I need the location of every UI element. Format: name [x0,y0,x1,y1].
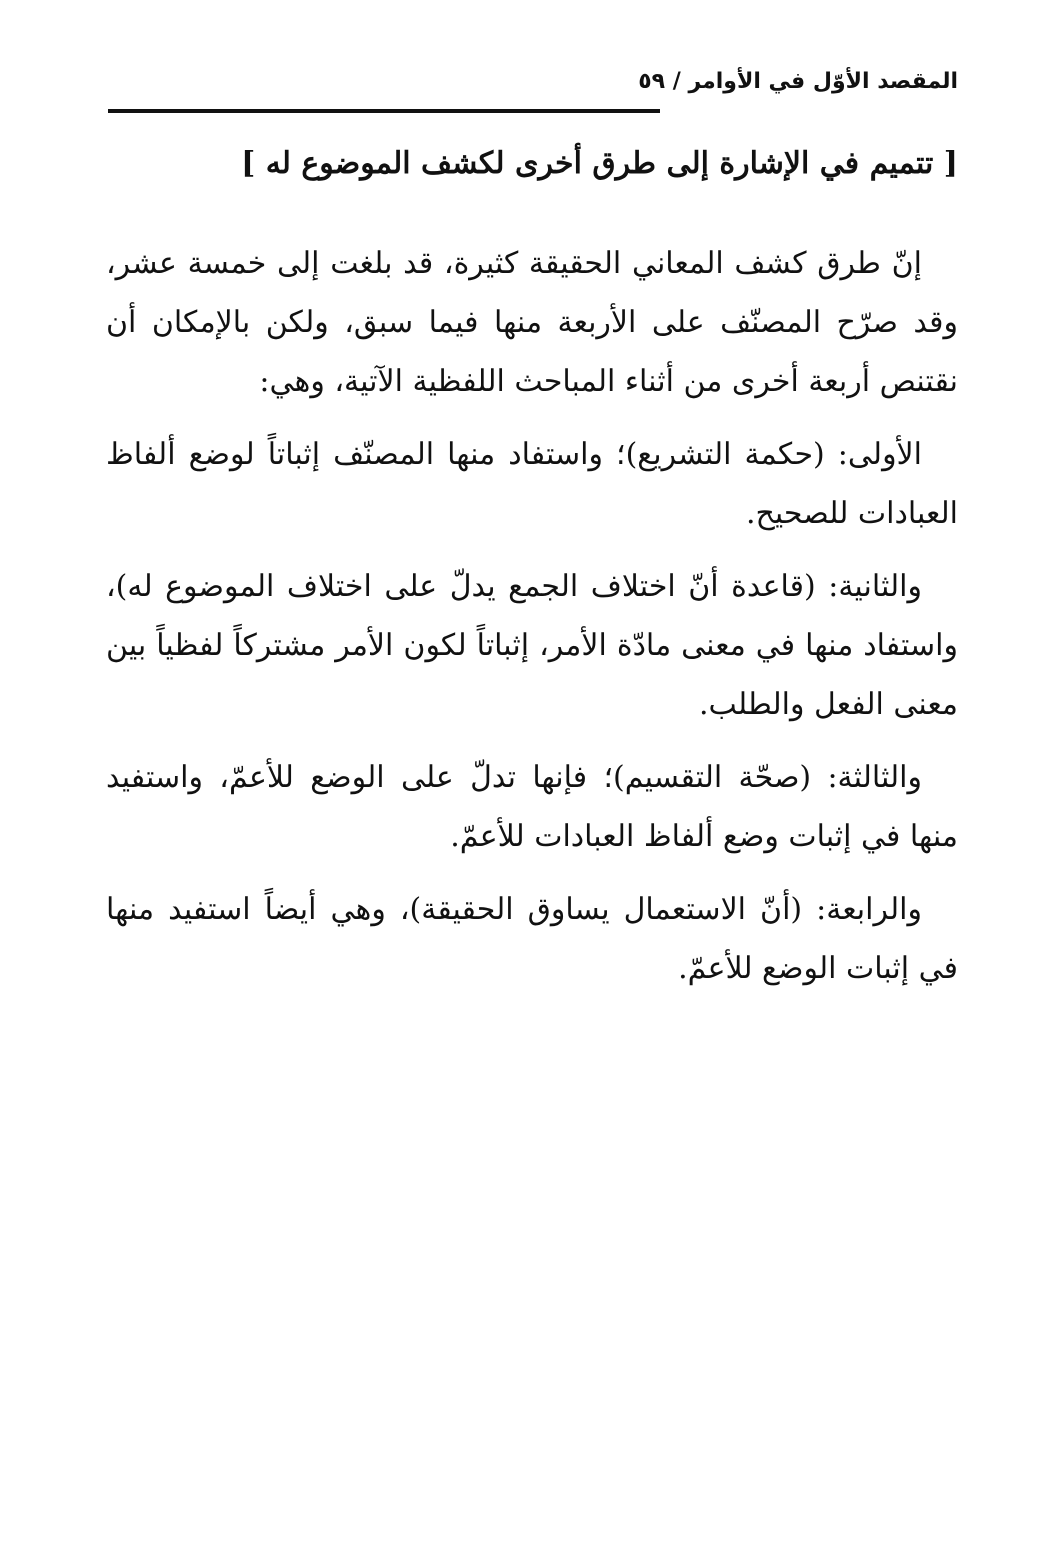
paragraph-third-method: والثالثة: (صحّة التقسيم)؛ فإنها تدلّ على الوضع للأعمّ، واستفيد منها في إثبات وضع ألفاظ العبادات للأعمّ. [106,760,958,854]
header-rule [108,109,660,113]
paragraph-second-method: والثانية: (قاعدة أنّ اختلاف الجمع يدلّ على اختلاف الموضوع له)، واستفاد منها في معنى مادّة الأمر، إثباتاً لكون الأمر مشتركاً لفظياً بين معنى الفعل والطلب. [106,569,958,722]
section-heading: [ تتميم في الإشارة إلى طرق أخرى لكشف الموضوع له ] [241,146,958,181]
body-text [106,234,958,1012]
paragraph-first-method: الأولى: (حكمة التشريع)؛ واستفاد منها المصنّف إثباتاً لوضع ألفاظ العبادات للصحيح. [106,437,958,531]
running-head: المقصد الأوّل في الأوامر / ٥٩ [638,69,958,94]
paragraph-intro: إنّ طرق كشف المعاني الحقيقة كثيرة، قد بلغت إلى خمسة عشر، وقد صرّح المصنّف على الأربعة منها فيما سبق، ولكن بالإمكان أن نقتنص أربعة أخرى من أثناء المباحث اللفظية الآتية، وهي: [106,246,958,399]
paragraph-fourth-method: والرابعة: (أنّ الاستعمال يساوق الحقيقة)، وهي أيضاً استفيد منها في إثبات الوضع للأعمّ. [106,892,958,986]
